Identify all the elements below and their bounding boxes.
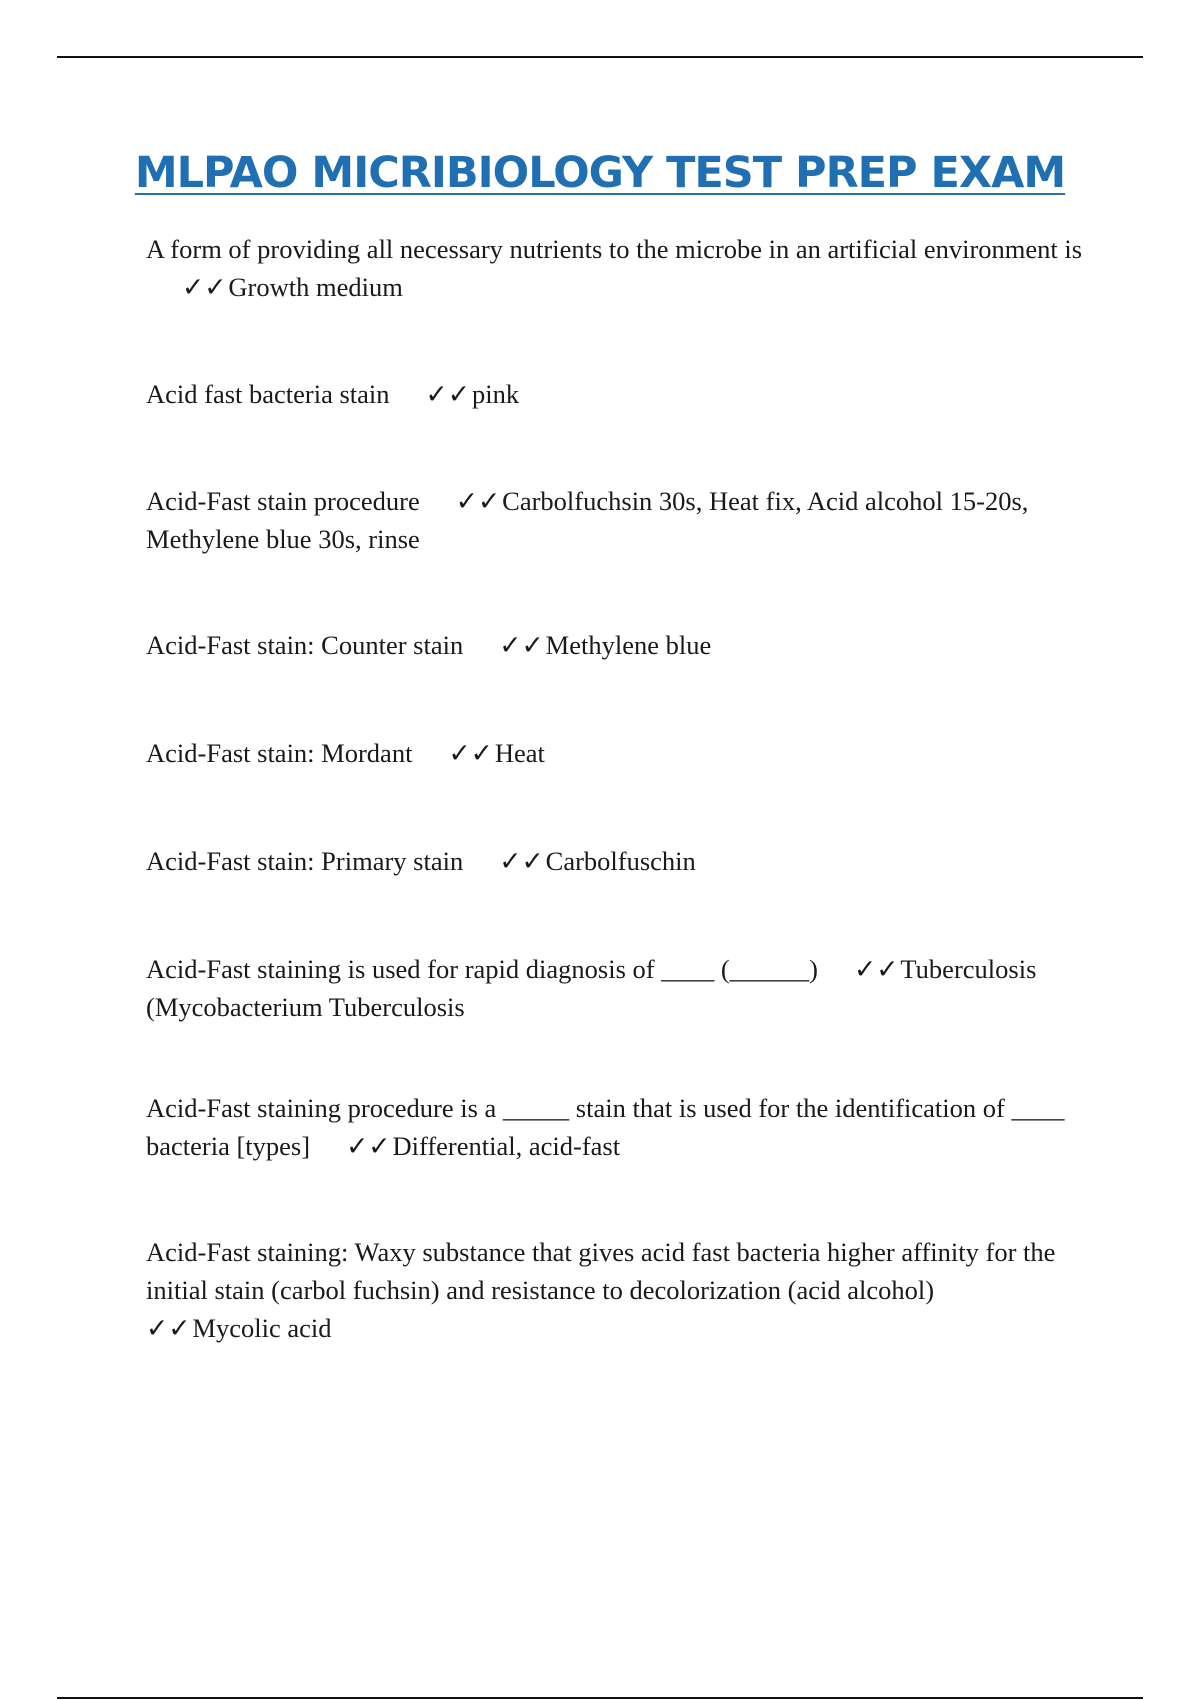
question-text: Acid-Fast staining procedure is a _____ stain that is used for the identification of ____ bacteria [types]	[146, 1093, 1065, 1161]
check-mark-icon: ✓✓	[499, 630, 544, 660]
qa-item-6	[146, 842, 1091, 880]
answer-text: Tuberculosis (Mycobacterium Tuberculosis	[146, 954, 1037, 1022]
page-title-text: MLPAO MICRIBIOLOGY TEST PREP EXAM	[134, 148, 1066, 198]
qa-item-1	[146, 230, 1091, 306]
answer-text: Carbolfuschin	[545, 846, 696, 876]
question-text: Acid fast bacteria stain	[146, 379, 390, 409]
answer-text: Carbolfuchsin 30s, Heat fix, Acid alcohol 15-20s, Methylene blue 30s, rinse	[146, 486, 1029, 554]
qa-item-7	[146, 950, 1091, 1026]
check-mark-icon: ✓✓	[455, 486, 501, 516]
top-rule	[57, 56, 1143, 58]
answer-text: Mycolic acid	[192, 1313, 332, 1343]
qa-item-2	[146, 375, 1091, 413]
qa-item-3	[146, 482, 1091, 558]
check-mark-icon: ✓✓	[182, 272, 227, 302]
check-mark-icon: ✓✓	[346, 1131, 391, 1161]
check-mark-icon: ✓✓	[146, 1313, 191, 1343]
check-mark-icon: ✓✓	[854, 954, 899, 984]
answer-text: Heat	[494, 738, 545, 768]
answer-text: Differential, acid-fast	[392, 1131, 621, 1161]
answer-text: Growth medium	[228, 272, 403, 302]
question-text: Acid-Fast stain procedure	[146, 486, 420, 516]
check-mark-icon: ✓✓	[499, 846, 544, 876]
qa-item-9	[146, 1233, 1091, 1347]
question-text: A form of providing all necessary nutrients to the microbe in an artificial environment is	[146, 234, 1083, 264]
answer-text: Methylene blue	[545, 630, 712, 660]
qa-item-8	[146, 1089, 1091, 1165]
answer-text: pink	[471, 379, 520, 409]
question-text: Acid-Fast staining: Waxy substance that gives acid fast bacteria higher affinity for the initial stain (carbol fuchsin) and resistance to decolorization (acid alcohol)	[146, 1237, 1056, 1305]
question-text: Acid-Fast staining is used for rapid diagnosis of ____ (______)	[146, 954, 818, 984]
check-mark-icon: ✓✓	[425, 379, 470, 409]
bottom-rule	[57, 1697, 1143, 1699]
qa-item-4	[146, 626, 1091, 664]
question-text: Acid-Fast stain: Mordant	[146, 738, 413, 768]
question-text: Acid-Fast stain: Counter stain	[146, 630, 464, 660]
page-title	[0, 148, 1200, 198]
question-text: Acid-Fast stain: Primary stain	[146, 846, 464, 876]
check-mark-icon: ✓✓	[448, 738, 493, 768]
qa-item-5	[146, 734, 1091, 772]
